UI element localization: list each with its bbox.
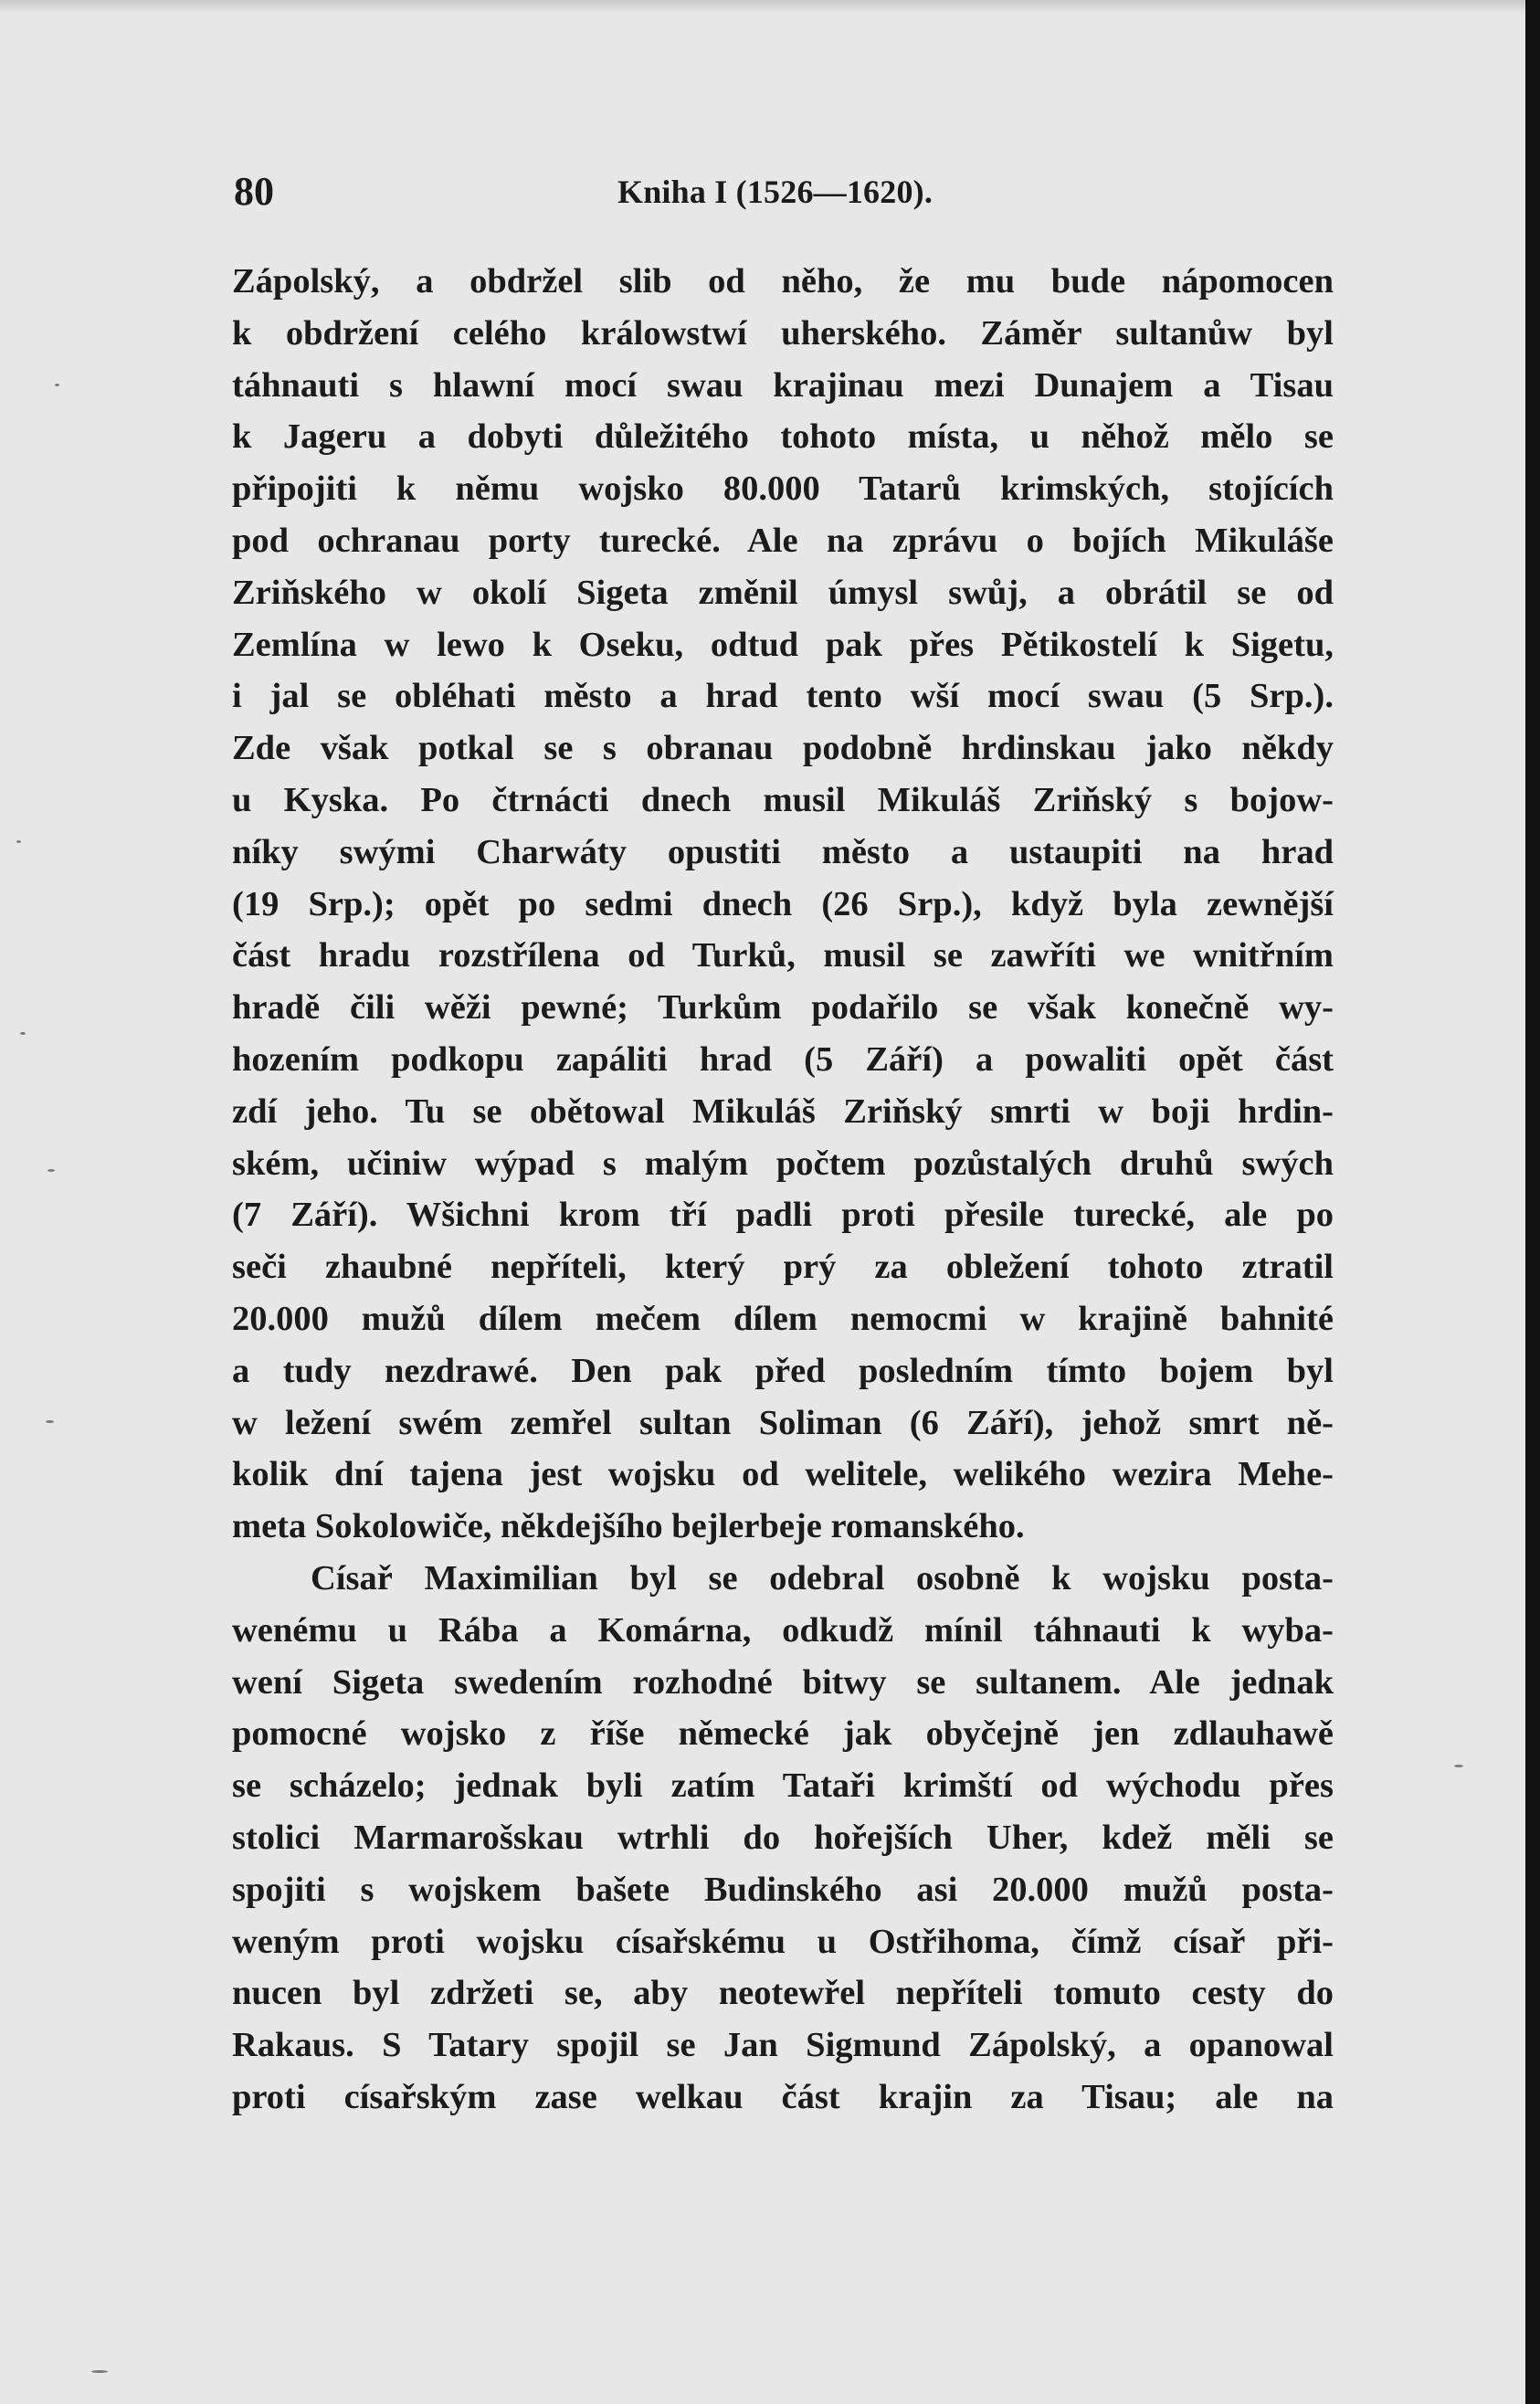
text-line: hradě čili wěži pewné; Turkům podařilo se však konečně wy- (232, 988, 1334, 1028)
text-line: k obdržení celého králowstwí uherského. Záměr sultanůw byl (232, 313, 1334, 353)
text-line: seči zhaubné nepříteli, který prý za obležení tohoto ztratil (232, 1248, 1334, 1287)
body-text (232, 256, 1334, 2124)
text-line: spojiti s wojskem bašete Budinského asi 20.000 mužů posta- (232, 1870, 1334, 1909)
text-line: weným proti wojsku císařskému u Ostřihoma, čímž císař při- (232, 1922, 1334, 1961)
scan-speck (46, 1420, 54, 1423)
page-header (234, 164, 1330, 219)
scan-speck (1454, 1765, 1463, 1767)
text-line: hozením podkopu zapáliti hrad (5 Září) a powaliti opět část (232, 1039, 1334, 1079)
text-line: w ležení swém zemřel sultan Soliman (6 Září), jehož smrt ně- (232, 1403, 1334, 1442)
text-line: wenému u Rába a Komárna, odkudž mínil táhnauti k wyba- (232, 1610, 1334, 1650)
scan-speck (91, 2370, 108, 2373)
text-line: a tudy nezdrawé. Den pak před posledním tímto bojem byl (232, 1351, 1334, 1390)
text-line: níky swými Charwáty opustiti město a ustaupiti na hrad (232, 832, 1334, 871)
text-line: meta Sokolowiče, někdejšího bejlerbeje romanského. (232, 1507, 1025, 1546)
text-line: táhnauti s hlawní mocí swau krajinau mezi Dunajem a Tisau (232, 365, 1334, 405)
text-line: u Kyska. Po čtrnácti dnech musil Mikuláš Zriňský s bojow- (232, 780, 1334, 819)
text-line: proti císařským zase welkau část krajin za Tisau; ale na (232, 2077, 1334, 2116)
text-line: (19 Srp.); opět po sedmi dnech (26 Srp.), když byla zewnější (232, 884, 1334, 923)
text-line: část hradu rozstřílena od Turků, musil se zawříti we wnitřním (232, 936, 1334, 975)
text-line: k Jageru a dobyti důležitého tohoto místa, u něhož mělo se (232, 417, 1334, 457)
text-line: připojiti k němu wojsko 80.000 Tatarů krimských, stojících (232, 469, 1334, 509)
text-line: ském, učiniw wýpad s malým počtem pozůstalých druhů swých (232, 1144, 1334, 1183)
text-line: wení Sigeta swedením rozhodné bitwy se sultanem. Ale jednak (232, 1662, 1334, 1702)
text-line: i jal se obléhati město a hrad tento wší mocí swau (5 Srp.). (232, 677, 1334, 716)
text-line: 20.000 mužů dílem mečem dílem nemocmi w krajině bahnité (232, 1299, 1334, 1338)
scan-speck (16, 840, 21, 843)
text-line: Zemlína w lewo k Oseku, odtud pak přes Pětikostelí k Sigetu, (232, 625, 1334, 664)
text-line: pod ochranau porty turecké. Ale na zprávu o bojích Mikuláše (232, 521, 1334, 560)
text-line: pomocné wojsko z říše německé jak obyčejně jen zdlauhawě (232, 1714, 1334, 1754)
text-line: nucen byl zdržeti se, aby neotewřel nepříteli tomuto cesty do (232, 1974, 1334, 2013)
text-line: Zriňského w okolí Sigeta změnil úmysl swůj, a obrátil se od (232, 573, 1334, 612)
text-line: se scházelo; jednak byli zatím Tataři krimští od wýchodu přes (232, 1766, 1334, 1806)
text-line: Zde však potkal se s obranau podobně hrdinskau jako někdy (232, 729, 1334, 768)
text-line: Rakaus. S Tatary spojil se Jan Sigmund Zápolský, a opanowal (232, 2026, 1334, 2065)
scan-speck (47, 1169, 55, 1172)
text-line: zdí jeho. Tu se obětowal Mikuláš Zriňský smrti w boji hrdin- (232, 1091, 1334, 1131)
scan-speck (20, 1032, 26, 1035)
text-line: Zápolský, a obdržel slib od něho, že mu bude nápomocen (232, 262, 1334, 300)
scan-border (1525, 0, 1540, 2404)
text-line: Císař Maximilian byl se odebral osobně k wojsku posta- (311, 1558, 1334, 1597)
scan-speck (55, 384, 59, 386)
scan-edge (0, 0, 1527, 13)
page-number: 80 (234, 169, 274, 214)
running-head: Kniha I (1526—1620). (617, 174, 933, 210)
text-line: stolici Marmarošskau wtrhli do hořejších Uher, kdež měli se (232, 1818, 1334, 1857)
text-line: (7 Září). Wšichni krom tří padli proti přesile turecké, ale po (232, 1196, 1334, 1235)
text-line: kolik dní tajena jest wojsku od welitele, welikého wezira Mehe- (232, 1455, 1334, 1494)
